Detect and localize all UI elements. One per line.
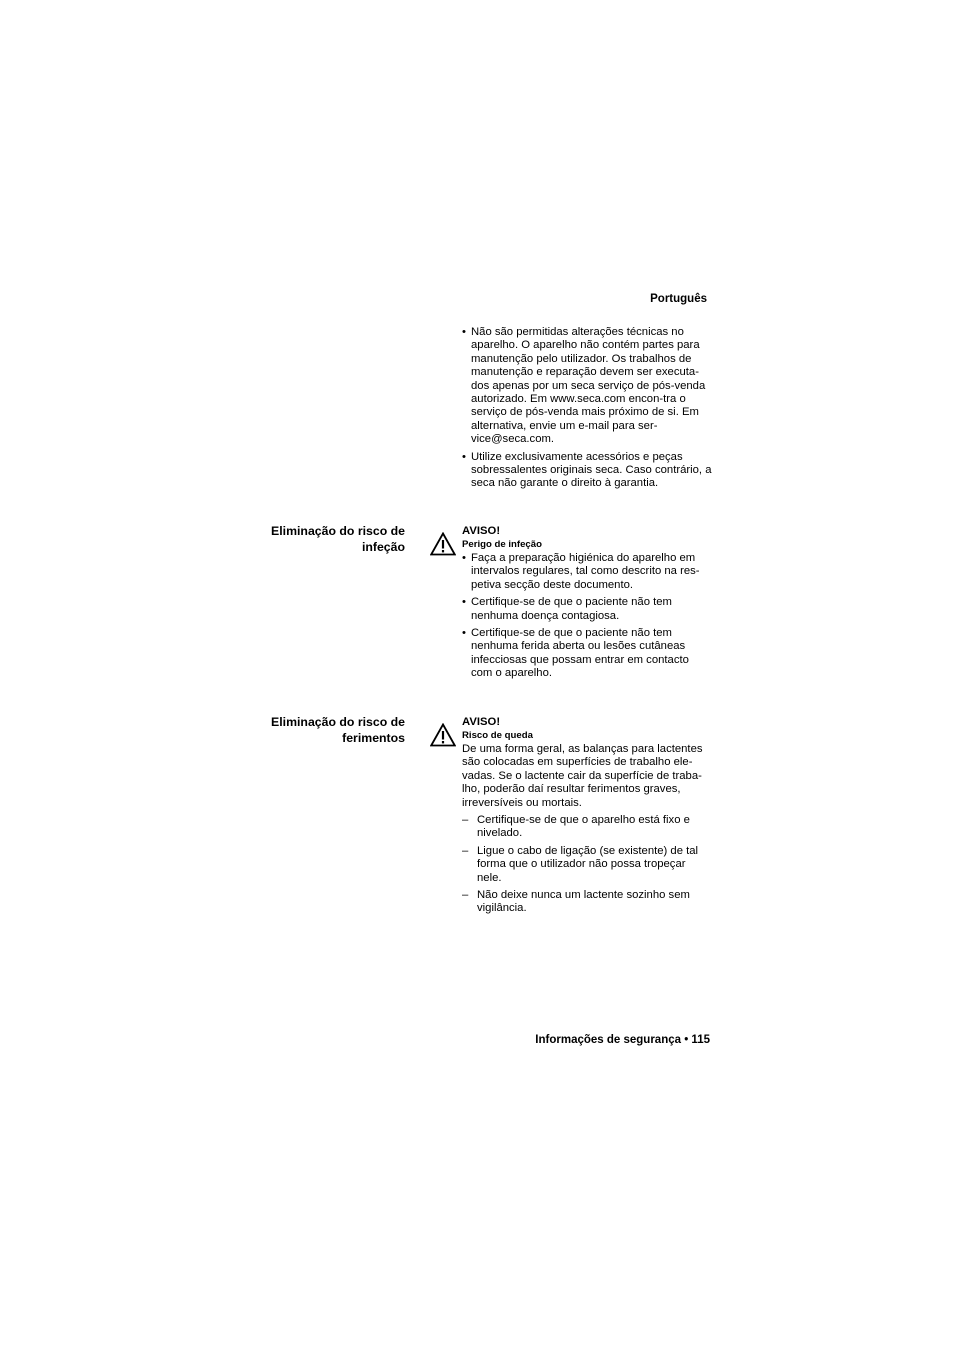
section-title-line: infeção — [361, 540, 405, 554]
warning-subtitle: Perigo de infeção — [462, 539, 542, 550]
list-item — [462, 889, 712, 916]
section-title-line: ferimentos — [342, 731, 405, 745]
dash-mark: – — [462, 844, 469, 857]
list-item-text: Utilize exclusivamente acessórios e peças sobressalentes originais seca. Caso contrário, a seca não garante o direito à garantia. — [471, 450, 712, 490]
section-title-infection — [230, 523, 405, 555]
list-item-text: Certifique-se de que o paciente não tem nenhuma doença contagiosa. — [471, 596, 672, 622]
warning-label: AVISO! — [462, 525, 501, 537]
dash-mark: – — [462, 889, 469, 902]
list-item-text: Certifique-se de que o paciente não tem nenhuma ferida aberta ou lesões cutâneas infecciosas que possam entrar em contacto com o aparelho. — [471, 627, 689, 680]
warning-subtitle: Risco de queda — [462, 730, 533, 741]
list-item — [462, 596, 712, 623]
page-footer: Informações de segurança • 115 — [535, 1034, 710, 1046]
bullet-mark: • — [462, 450, 466, 463]
section-title-injury — [230, 714, 405, 746]
list-item-text: Ligue o cabo de ligação (se existente) de tal forma que o utilizador não possa tropeçar nele. — [477, 844, 699, 884]
list-item — [462, 814, 712, 841]
list-item — [462, 845, 712, 885]
bullet-mark: • — [462, 552, 466, 564]
list-item-text: Não são permitidas alterações técnicas no aparelho. O aparelho não contém partes para manutenção pelo utilizador. Os trabalhos de manutenção e reparação devem ser executa-dos apenas por um seca serviço de pós-venda autorizado. Em www.seca.com encon-tra o serviço de pós-venda mais próximo de si. Em alternativa, envie um e-mail para ser-vice@seca.com. — [471, 326, 706, 446]
list-item-text: Faça a preparação higiénica do aparelho em intervalos regulares, tal como descrito na res-petiva secção deste documento. — [471, 552, 700, 591]
intro-bullet-list — [462, 326, 712, 495]
section-title-line: Eliminação do risco de — [271, 524, 405, 538]
list-item — [462, 451, 712, 491]
warning-triangle-icon — [430, 532, 456, 556]
warning-paragraph: De uma forma geral, as balanças para lactentes são colocadas em superfícies de trabalho ele-vadas. Se o lactente cair da superfície de traba-lho, poderão daí resultar ferimentos graves, irreversíveis ou mortais. — [462, 743, 703, 809]
bullet-mark: • — [462, 596, 466, 609]
bullet-mark: • — [462, 627, 466, 640]
warning-label: AVISO! — [462, 716, 501, 728]
section-title-line: Eliminação do risco de — [271, 715, 405, 729]
list-item-text: Não deixe nunca um lactente sozinho sem vigilância. — [477, 889, 690, 915]
list-item — [462, 552, 712, 592]
bullet-mark: • — [462, 326, 466, 338]
dash-mark: – — [462, 814, 469, 827]
warning-block-infection — [462, 524, 712, 685]
list-item — [462, 627, 712, 681]
warning-triangle-icon — [430, 723, 456, 747]
warning-block-injury — [462, 715, 712, 916]
list-item-text: Certifique-se de que o aparelho está fixo e nivelado. — [477, 814, 690, 840]
language-label: Português — [650, 293, 707, 305]
list-item — [462, 326, 712, 447]
